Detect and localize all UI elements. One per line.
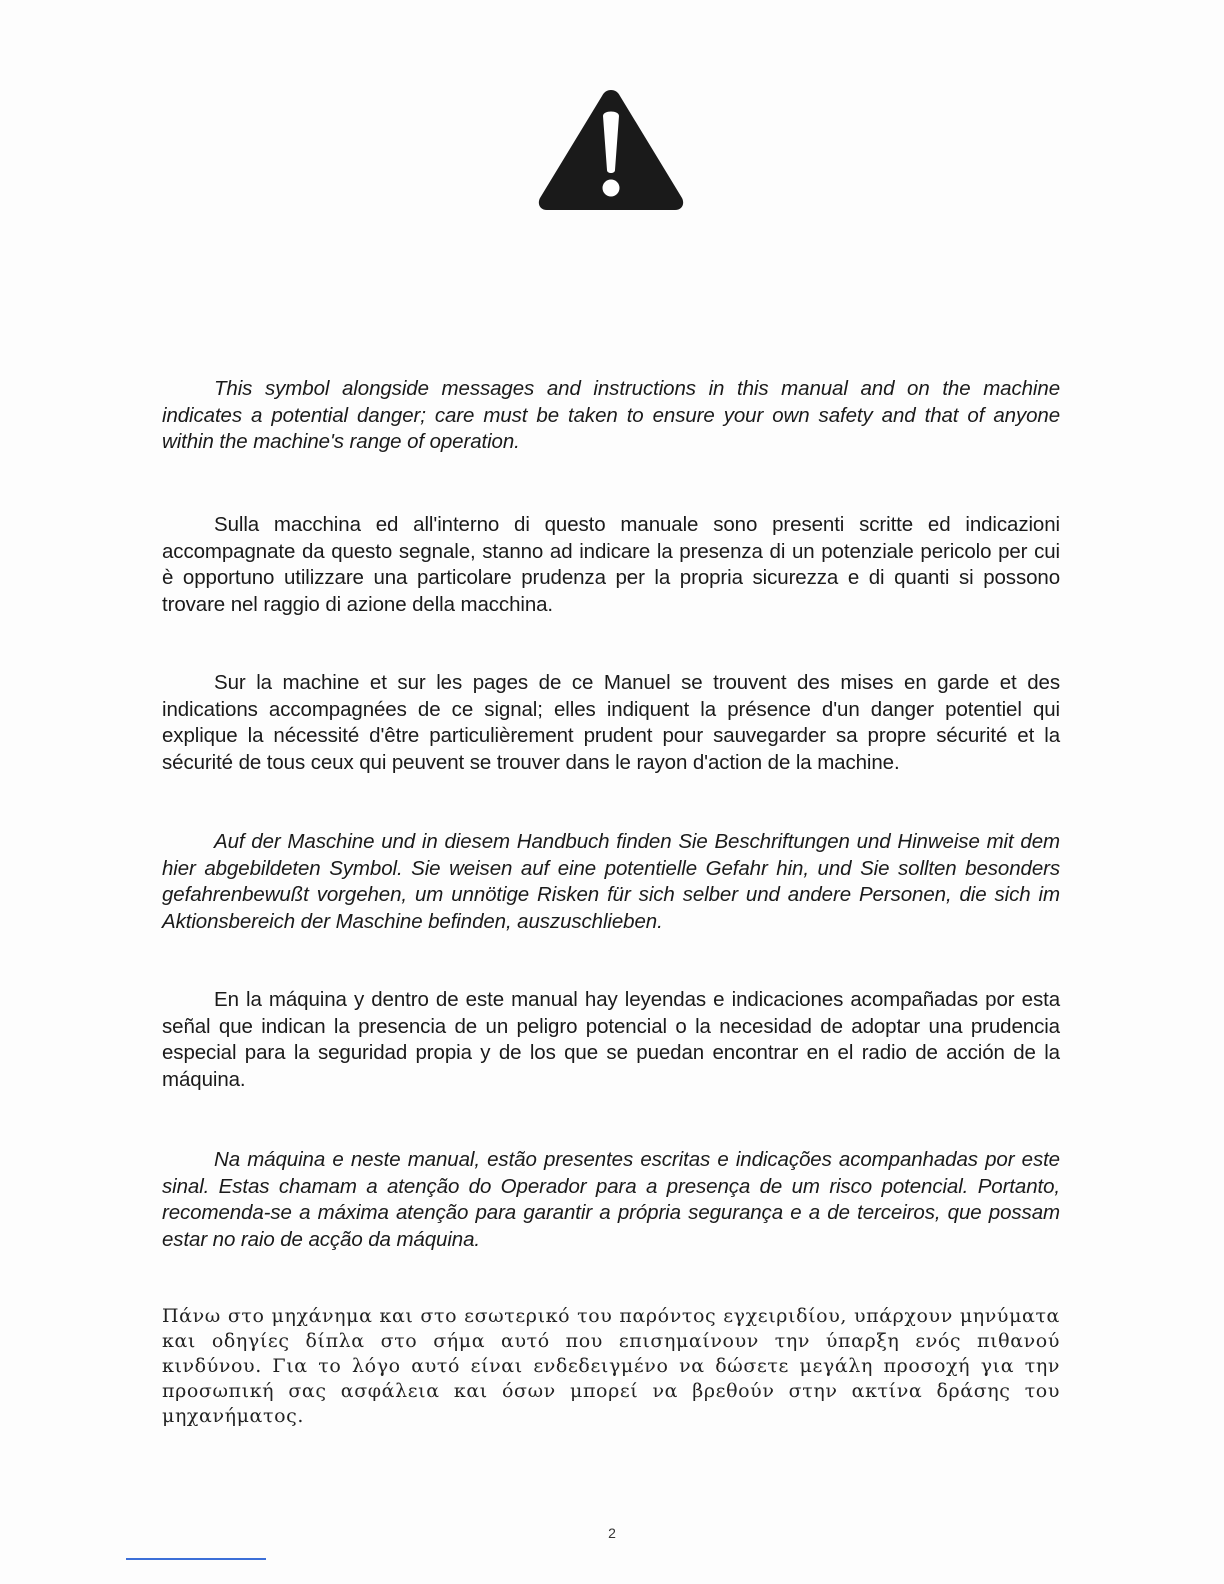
safety-notice-greek: Πάνω στο μηχάνημα και στο εσωτερικό του παρόντος εγχειριδίου, υπάρχουν μηνύματα και οδηγίες δίπλα στο σήμα αυτό που επισημαίνουν την ύπαρξη ενός πιθανού κινδύνου. Για το λόγο αυτό είναι ενδεδειγμένο να δώσετε μεγάλη προσοχή για την προσωπική σας ασφάλεια και όσων μπορεί να βρεθούν στην ακτίνα δράσης του μηχανήματος. [162, 1305, 1060, 1427]
bottom-rule-divider [126, 1558, 266, 1560]
exclamation-dot [603, 180, 620, 197]
safety-notice-portuguese: Na máquina e neste manual, estão presentes escritas e indicações acompanhadas por este sinal. Estas chamam a atenção do Operador para a presença de um risco potencial. Portanto, recomenda-se a máxima atenção para garantir a própria segurança e a de terceiros, que possam estar no raio de acção da máquina. [162, 1148, 1060, 1251]
warning-triangle-icon [535, 86, 687, 214]
safety-notice-german: Auf der Maschine und in diesem Handbuch finden Sie Beschriftungen und Hinweise mit dem hier abgebildeten Symbol. Sie weisen auf eine potentielle Gefahr hin, und Sie sollten besonders gefahrenbewußt vorgehen, um unnötige Risken für sich selber und andere Personen, die sich im Aktionsbereich der Maschine befinden, auszuschlieben. [162, 830, 1060, 933]
safety-notice-french: Sur la machine et sur les pages de ce Manuel se trouvent des mises en garde et des indications accompagnées de ce signal; elles indiquent la présence d'un danger potentiel qui explique la nécessité d'être particulièrement prudent pour sauvegarder sa propre sécurité et la sécurité de tous ceux qui peuvent se trouver dans le rayon d'action de la machine. [162, 671, 1060, 774]
page-number: 2 [608, 1525, 616, 1541]
safety-notice-english: This symbol alongside messages and instructions in this manual and on the machine indicates a potential danger; care must be taken to ensure your own safety and that of anyone within the machine's range of operation. [162, 377, 1060, 453]
safety-notice-italian: Sulla macchina ed all'interno di questo manuale sono presenti scritte ed indicazioni accompagnate da questo segnale, stanno ad indicare la presenza di un potenziale pericolo per cui è opportuno utilizzare una particolare prudenza per la propria sicurezza e di quanti si possono trovare nel raggio di azione della macchina. [162, 513, 1060, 616]
safety-notice-spanish: En la máquina y dentro de este manual hay leyendas e indicaciones acompañadas por esta señal que indican la presencia de un peligro potencial o la necesidad de adoptar una prudencia especial para la seguridad propia y de los que se puedan encontrar en el radio de acción de la máquina. [162, 988, 1060, 1091]
